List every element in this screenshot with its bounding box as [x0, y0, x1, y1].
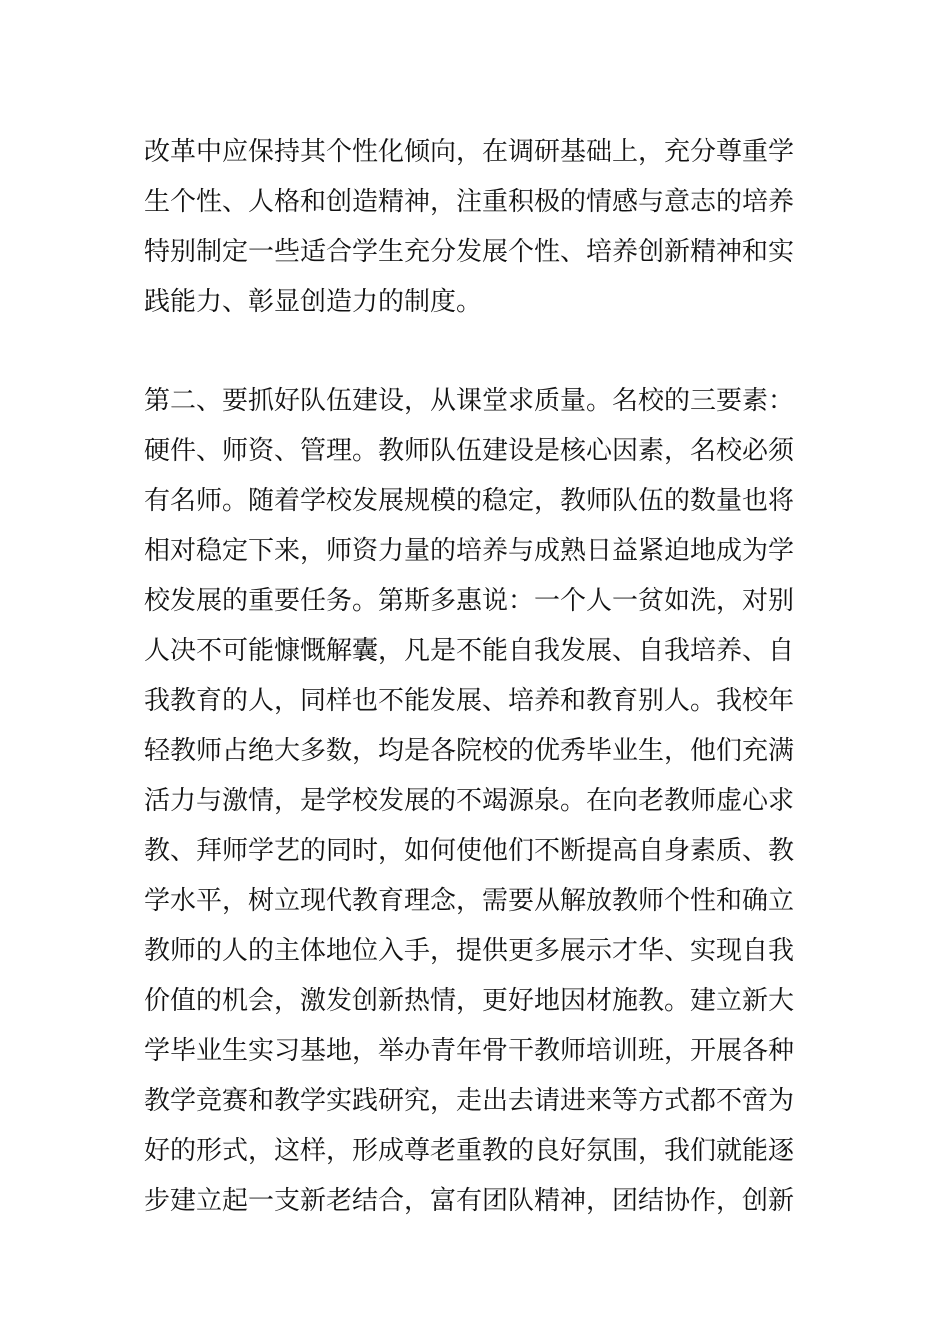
text-line: 第二、要抓好队伍建设，从课堂求质量。名校的三要素： [144, 386, 795, 416]
paragraph-team-building [144, 376, 824, 1226]
text-line: 改革中应保持其个性化倾向，在调研基础上，充分尊重学 [144, 137, 795, 167]
text-line: 相对稳定下来，师资力量的培养与成熟日益紧迫地成为学 [144, 536, 795, 566]
paragraph-reform [144, 127, 824, 327]
text-line: 好的形式，这样，形成尊老重教的良好氛围，我们就能逐 [144, 1136, 795, 1166]
text-line: 我教育的人，同样也不能发展、培养和教育别人。我校年 [144, 686, 795, 716]
text-line: 校发展的重要任务。第斯多惠说：一个人一贫如洗，对别 [144, 586, 795, 616]
text-line: 人决不可能慷慨解囊，凡是不能自我发展、自我培养、自 [144, 636, 795, 666]
text-line: 价值的机会，激发创新热情，更好地因材施教。建立新大 [144, 986, 795, 1016]
text-line: 步建立起一支新老结合，富有团队精神，团结协作，创新 [144, 1186, 795, 1216]
text-line: 教学竞赛和教学实践研究，走出去请进来等方式都不啻为 [144, 1086, 795, 1116]
text-line: 教师的人的主体地位入手，提供更多展示才华、实现自我 [144, 936, 795, 966]
text-line: 教、拜师学艺的同时，如何使他们不断提高自身素质、教 [144, 836, 795, 866]
text-line: 学毕业生实习基地，举办青年骨干教师培训班，开展各种 [144, 1036, 795, 1066]
text-line: 活力与激情，是学校发展的不竭源泉。在向老教师虚心求 [144, 786, 795, 816]
text-line: 生个性、人格和创造精神，注重积极的情感与意志的培养 [144, 187, 795, 217]
text-line: 硬件、师资、管理。教师队伍建设是核心因素，名校必须 [144, 436, 795, 466]
text-line: 特别制定一些适合学生充分发展个性、培养创新精神和实 [144, 237, 795, 267]
text-line: 学水平，树立现代教育理念，需要从解放教师个性和确立 [144, 886, 795, 916]
text-line: 践能力、彰显创造力的制度。 [144, 287, 483, 317]
text-line: 有名师。随着学校发展规模的稳定，教师队伍的数量也将 [144, 486, 795, 516]
text-line: 轻教师占绝大多数，均是各院校的优秀毕业生，他们充满 [144, 736, 795, 766]
